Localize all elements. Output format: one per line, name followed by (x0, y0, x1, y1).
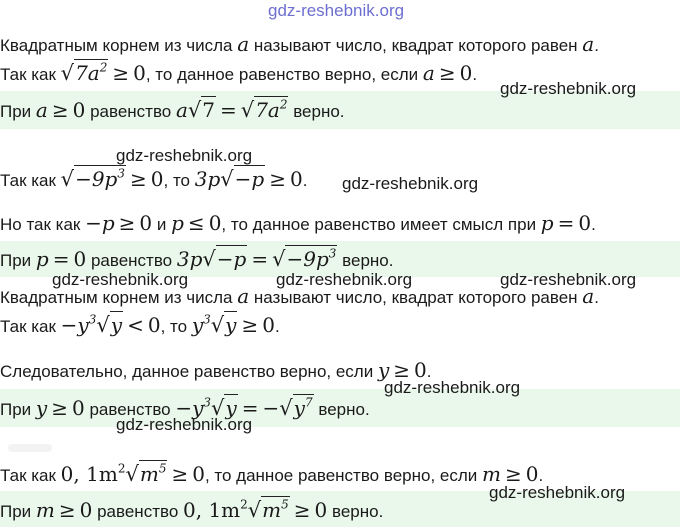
text-line-domain-2: Но так как −p ≥ 0 и p ≤ 0, то данное равенство имеет смысл при p = 0. (0, 211, 596, 235)
watermark-top: gdz-reshebnik.org (268, 1, 405, 20)
sqrt-expression: $√m^5$ (247, 497, 289, 522)
sqrt-expression: √−p (220, 167, 265, 191)
sqrt-expression: √−p (202, 247, 247, 271)
watermark: gdz-reshebnik.org (342, 174, 479, 193)
sqrt-expression: $√7a^2$ (60, 60, 108, 85)
sqrt-expression: $√-9p^3$ (272, 246, 337, 271)
text-line-answer-1: При a ≥ 0 равенство $a√7 = √7a^2$ верно. (0, 97, 345, 122)
sqrt-expression: $√y^7$ (279, 395, 313, 420)
text-line-answer-4: При m ≥ 0 равенство 0, $1m^2√m^5 \ge 0$ верно. (0, 497, 384, 522)
text-line-condition-2: Так как $√-9p^3 \ge 0$, то 3p√−p ≥ 0. (0, 166, 308, 191)
sqrt-expression: $√-9p^3$ (60, 166, 125, 191)
text-line-answer-2: При p = 0 равенство $3p√-p = √-9p^3$ верно. (0, 246, 394, 271)
watermark: gdz-reshebnik.org (500, 270, 637, 289)
sqrt-expression: $√7a^2$ (240, 97, 288, 122)
sqrt-expression: √y (211, 396, 237, 420)
text-line-condition-1: Так как $√7a^2 \ge 0$, то данное равенство верно, если a ≥ 0. (0, 60, 478, 85)
text-line-answer-3: При y ≥ 0 равенство $-y^3√y = -√y^7$ верно. (0, 395, 370, 420)
watermark: gdz-reshebnik.org (384, 378, 521, 397)
sqrt-expression: √y (96, 313, 123, 337)
watermark: gdz-reshebnik.org (276, 270, 413, 289)
text-line-definition-3: Квадратным корнем из числа a называют число, квадрат которого равен a. (0, 284, 599, 308)
text-line-definition-1: Квадратным корнем из числа a называют число, квадрат которого равен a. (0, 32, 599, 56)
sqrt-expression: √7 (187, 98, 216, 122)
watermark: gdz-reshebnik.org (500, 79, 637, 98)
sqrt-expression: $√m^5$ (125, 461, 167, 486)
watermark: gdz-reshebnik.org (489, 483, 626, 502)
text-line-condition-3b: Следовательно, данное равенство верно, если y ≥ 0. (0, 358, 432, 382)
text-line-condition-4: Так как 0, $1m^2√m^5 \ge 0$, то данное равенство верно, если m ≥ 0. (0, 461, 544, 486)
sqrt-expression: √y (210, 313, 237, 337)
watermark: gdz-reshebnik.org (116, 415, 253, 434)
watermark: gdz-reshebnik.org (116, 146, 253, 165)
watermark: gdz-reshebnik.org (52, 270, 189, 289)
text-line-condition-3: Так как $-y^3√y < 0$, то $y^3√y \ge 0$. (0, 312, 280, 337)
faint-marker (8, 444, 52, 452)
